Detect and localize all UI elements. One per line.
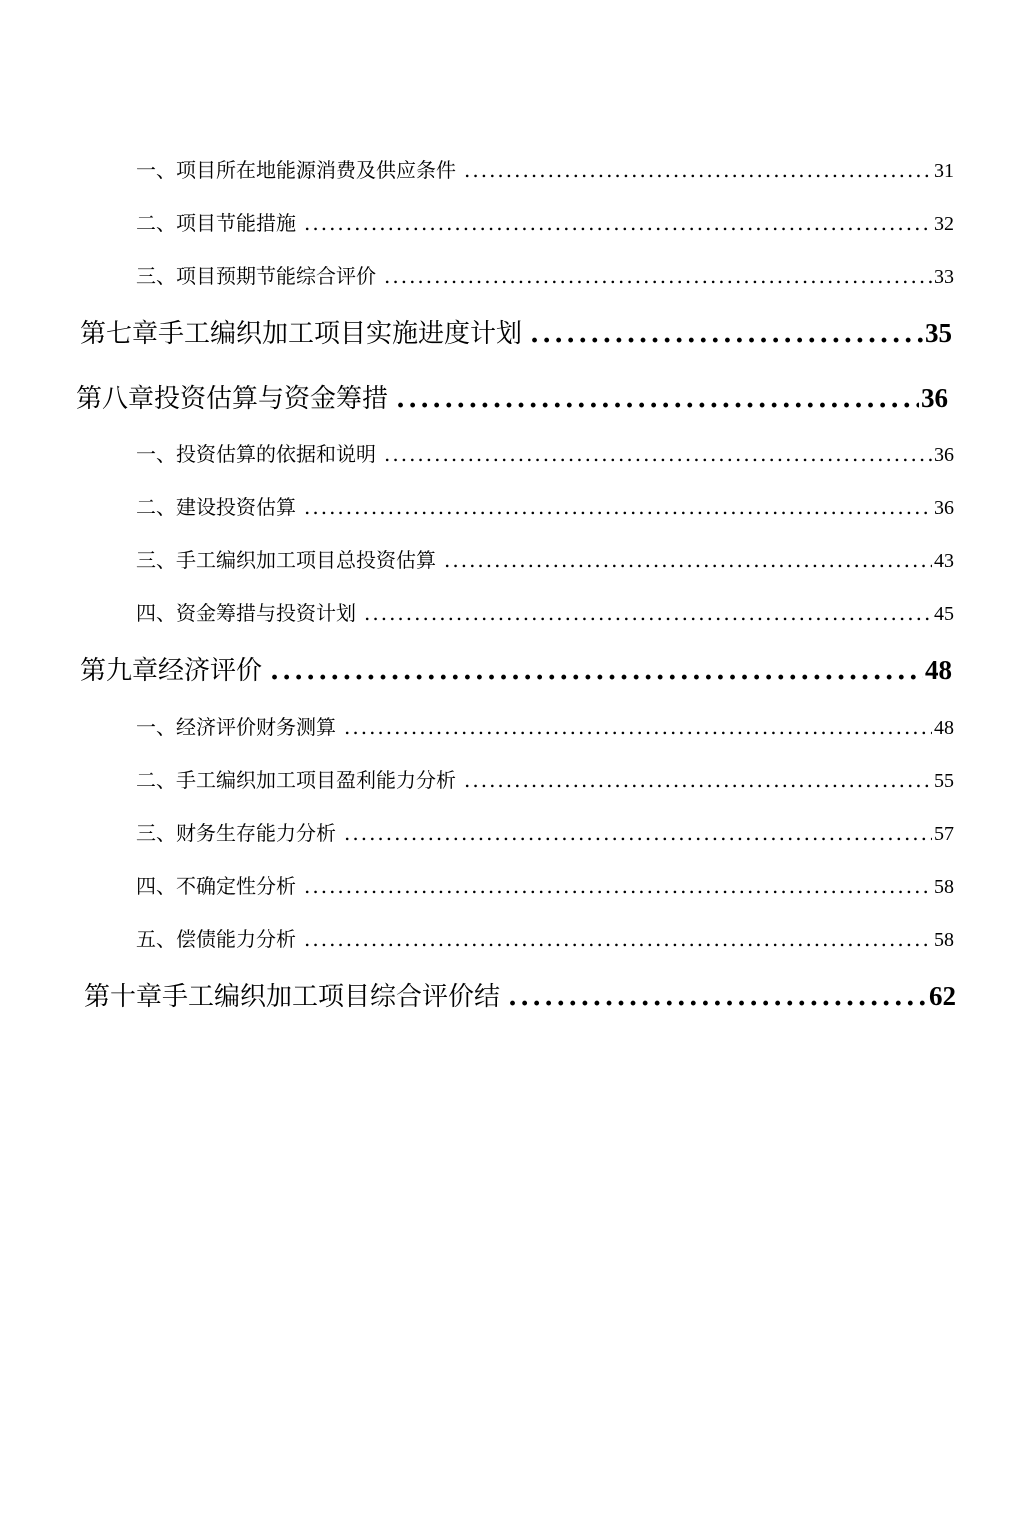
toc-chapter-page: 62 [929, 981, 956, 1011]
toc-entry[interactable] [136, 493, 954, 521]
toc-entry-page: 58 [934, 876, 954, 898]
toc-chapter-page: 36 [921, 383, 948, 413]
toc-chapter-entry[interactable] [80, 315, 952, 351]
toc-dot-leader [344, 713, 932, 741]
toc-chapter-entry[interactable] [80, 652, 952, 688]
toc-entry-title: 建设投资估算 [176, 495, 296, 519]
toc-dot-leader [304, 209, 932, 237]
toc-chapter-number: 第八章 [76, 384, 155, 414]
toc-dot-leader [384, 262, 932, 290]
toc-chapter-page: 35 [925, 318, 952, 348]
toc-entry[interactable] [136, 819, 954, 847]
toc-entry-number: 三、 [136, 548, 176, 572]
toc-chapter-title: 投资估算与资金筹措 [154, 384, 389, 414]
toc-dot-leader [508, 979, 927, 1015]
toc-entry-number: 二、 [136, 211, 176, 235]
toc-dot-leader [444, 546, 932, 574]
toc-entry[interactable] [136, 262, 954, 290]
toc-entry-title: 不确定性分析 [176, 874, 296, 898]
toc-entry-title: 经济评价财务测算 [176, 715, 336, 739]
toc-entry-page: 57 [934, 823, 954, 845]
toc-entry-number: 一、 [136, 442, 176, 466]
toc-dot-leader [304, 925, 932, 953]
toc-entry[interactable] [136, 872, 954, 900]
toc-entry-title: 项目节能措施 [176, 211, 296, 235]
toc-entry-title: 手工编织加工项目盈利能力分析 [176, 768, 456, 792]
toc-entry-number: 五、 [136, 927, 176, 951]
toc-entry[interactable] [136, 209, 954, 237]
toc-dot-leader [384, 440, 932, 468]
toc-chapter-title: 手工编织加工项目综合评价结 [162, 982, 501, 1012]
toc-entry[interactable] [136, 440, 954, 468]
toc-entry-number: 三、 [136, 821, 176, 845]
toc-entry-title: 偿债能力分析 [176, 927, 296, 951]
toc-entry[interactable] [136, 599, 954, 627]
toc-dot-leader [530, 316, 923, 352]
toc-dot-leader [364, 599, 932, 627]
toc-entry-number: 一、 [136, 158, 176, 182]
toc-chapter-entry[interactable] [76, 380, 948, 416]
toc-dot-leader [304, 872, 932, 900]
toc-chapter-title: 第九章经济评价 [80, 656, 263, 686]
toc-entry-number: 四、 [136, 601, 176, 625]
toc-entry-page: 33 [934, 266, 954, 288]
toc-entry-title: 手工编织加工项目总投资估算 [176, 548, 436, 572]
toc-entry-title: 资金筹措与投资计划 [176, 601, 356, 625]
toc-entry-title: 投资估算的依据和说明 [176, 442, 376, 466]
toc-chapter-number: 第十章 [84, 982, 163, 1012]
toc-chapter-title: 手工编织加工项目实施进度计划 [158, 319, 523, 349]
toc-entry-title: 项目预期节能综合评价 [176, 264, 376, 288]
toc-entry-number: 四、 [136, 874, 176, 898]
toc-chapter-entry[interactable] [84, 978, 956, 1014]
toc-dot-leader [464, 766, 932, 794]
toc-entry[interactable] [136, 766, 954, 794]
toc-entry-page: 55 [934, 770, 954, 792]
toc-dot-leader [270, 653, 923, 689]
toc-dot-leader [396, 381, 919, 417]
toc-entry-page: 36 [934, 444, 954, 466]
toc-entry-page: 32 [934, 213, 954, 235]
toc-entry-page: 36 [934, 497, 954, 519]
toc-entry[interactable] [136, 156, 954, 184]
toc-entry-page: 48 [934, 717, 954, 739]
toc-entry-page: 58 [934, 929, 954, 951]
toc-entry-title: 项目所在地能源消费及供应条件 [176, 158, 456, 182]
toc-dot-leader [464, 156, 932, 184]
toc-chapter-page: 48 [925, 655, 952, 685]
toc-entry-page: 45 [934, 603, 954, 625]
toc-entry[interactable] [136, 546, 954, 574]
toc-entry[interactable] [136, 713, 954, 741]
toc-entry-number: 一、 [136, 715, 176, 739]
toc-entry-number: 二、 [136, 495, 176, 519]
toc-dot-leader [304, 493, 932, 521]
toc-entry[interactable] [136, 925, 954, 953]
toc-entry-number: 二、 [136, 768, 176, 792]
toc-entry-number: 三、 [136, 264, 176, 288]
toc-chapter-number: 第七章 [80, 319, 159, 349]
toc-entry-title: 财务生存能力分析 [176, 821, 336, 845]
toc-dot-leader [344, 819, 932, 847]
toc-entry-page: 43 [934, 550, 954, 572]
toc-entry-page: 31 [934, 160, 954, 182]
